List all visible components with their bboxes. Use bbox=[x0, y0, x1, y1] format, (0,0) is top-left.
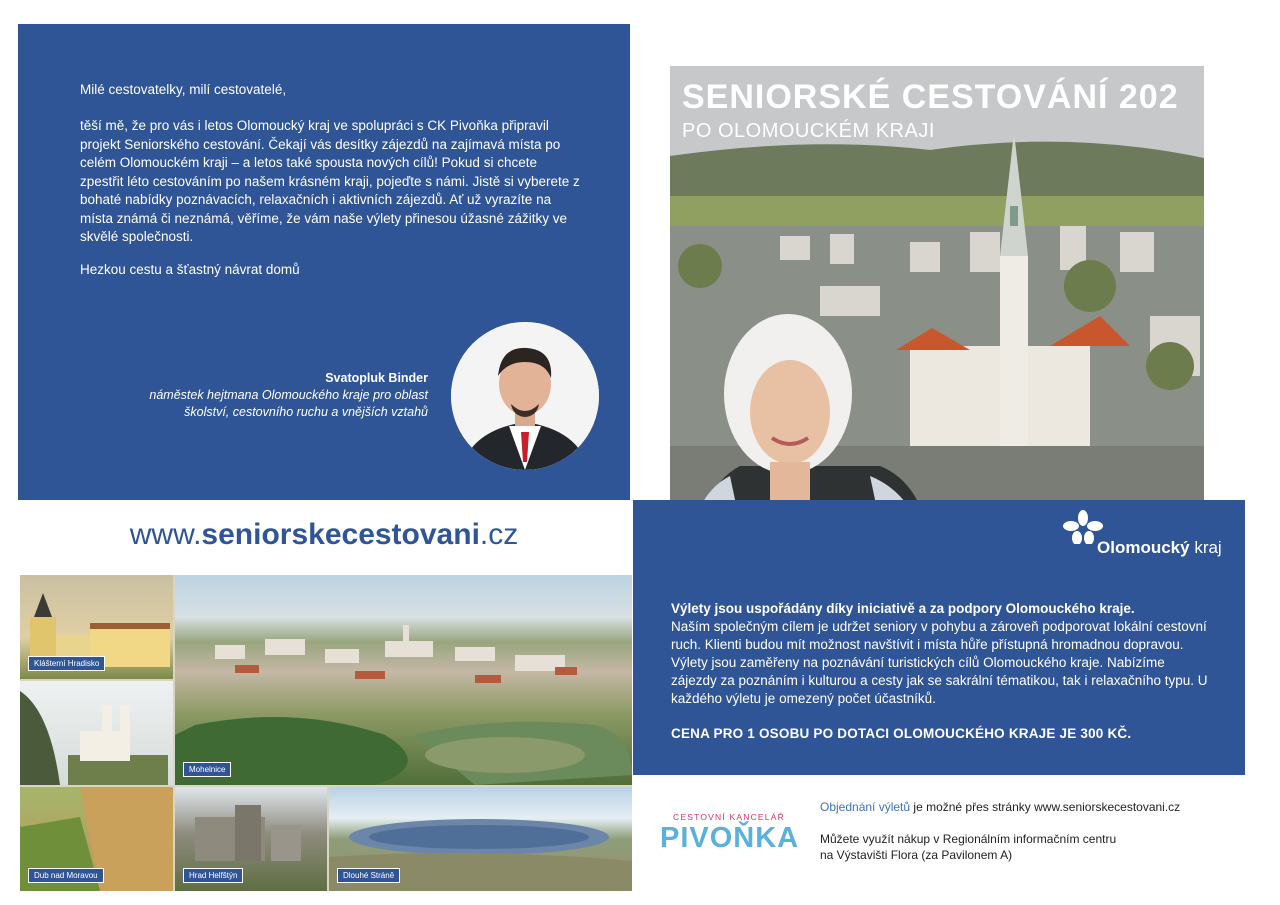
letter-closing: Hezkou cestu a šťastný návrat domů bbox=[80, 262, 300, 277]
letter-body: těší mě, že pro vás i letos Olomoucký kraj ve spolupráci s CK Pivoňka připravil projekt Seniorského cestování. Čekají vás desítky zájezdů na zajímavá místa po celém Olomouckém kraji – a letos také spousta nových cílů! Pokud si chcete zpestřit léto cestováním po našem krásném kraji, pojeďte s námi. Jistě si vyberete z bohaté nabídky poznávacích, relaxačních i aktivních zájezdů. Ať už vyrazíte na místa známá či neznámá, věříme, že vám naše výlety přinesou úžasné zážitky ve skvělé společnosti. bbox=[80, 118, 580, 244]
order-rest: je možné přes stránky www.seniorskecestovani.cz bbox=[910, 800, 1181, 814]
info-panel bbox=[633, 500, 1245, 775]
letter-panel bbox=[18, 24, 630, 500]
url-prefix: www. bbox=[129, 518, 202, 551]
logo-text bbox=[1097, 538, 1222, 558]
photo-mohelnice bbox=[175, 575, 632, 785]
caption-dub-nad-moravou: Dub nad Moravou bbox=[28, 868, 104, 883]
cover-title: SENIORSKÉ CESTOVÁNÍ 202 bbox=[682, 78, 1179, 116]
kiosk-line-1: Můžete využít nákup v Regionálním informačním centru bbox=[820, 832, 1117, 846]
order-link[interactable]: Objednání výletů bbox=[820, 800, 911, 814]
photo-dub-church bbox=[20, 681, 173, 785]
signer-name: Svatopluk Binder bbox=[325, 371, 428, 385]
kiosk-line-2: na Výstavišti Flora (za Pavilonem A) bbox=[820, 848, 1013, 862]
pivonka-logo bbox=[660, 812, 798, 855]
agency-name: PIVOŇKA bbox=[660, 822, 800, 854]
kiosk-info bbox=[820, 831, 1220, 863]
signer-role-line-2: školství, cestovního ruchu a vnějších vztahů bbox=[184, 405, 428, 419]
cover-image bbox=[670, 66, 1204, 570]
cover-subtitle: PO OLOMOUCKÉM KRAJI bbox=[682, 120, 935, 142]
order-info bbox=[820, 800, 1180, 814]
olomoucky-kraj-logo bbox=[1063, 510, 1222, 566]
info-text: Naším společným cílem je udržet seniory v pohybu a zároveň podporovat lokální cestovní ruch. Klienti budou mít možnost navštívit i místa hůře přístupná hromadnou dopravou. Výlety jsou zaměřeny na poznávání turistických cílů Olomouckého kraje. Nabízíme zájezdy za poznáním i kulturou a cesty jak se sakrální tématikou, tak i relaxačního typu. U každého výletu je omezený počet účastníků. bbox=[671, 619, 1208, 706]
signer-role-line-1: náměstek hejtmana Olomouckého kraje pro oblast bbox=[149, 388, 428, 402]
url-domain: seniorskecestovani bbox=[201, 518, 480, 551]
website-url bbox=[18, 518, 630, 552]
price-line: CENA PRO 1 OSOBU PO DOTACI OLOMOUCKÉHO KRAJE JE 300 KČ. bbox=[671, 726, 1132, 741]
logo-text-regular: kraj bbox=[1189, 538, 1222, 557]
url-suffix: .cz bbox=[479, 518, 519, 551]
photo-dlouhe-strane bbox=[329, 787, 632, 891]
photo-collage bbox=[20, 575, 632, 891]
signature bbox=[88, 370, 428, 421]
letter-greeting: Milé cestovatelky, milí cestovatelé, bbox=[80, 82, 287, 97]
signer-portrait bbox=[451, 322, 599, 470]
photo-dub-nad-moravou bbox=[20, 787, 173, 891]
caption-hrad-helfstyn: Hrad Helfštýn bbox=[183, 868, 243, 883]
caption-mohelnice: Mohelnice bbox=[183, 762, 231, 777]
caption-klasterni-hradisko: Klášterní Hradisko bbox=[28, 656, 105, 671]
photo-hrad-helfstyn bbox=[175, 787, 327, 891]
info-lead: Výlety jsou uspořádány díky iniciativě a za podpory Olomouckého kraje. bbox=[671, 601, 1135, 616]
agency-small-text: CESTOVNÍ KANCELÁŘ bbox=[673, 812, 785, 822]
caption-dlouhe-strane: Dlouhé Stráně bbox=[337, 868, 400, 883]
photo-klasterni-hradisko bbox=[20, 575, 173, 679]
logo-text-bold: Olomoucký bbox=[1097, 538, 1190, 557]
